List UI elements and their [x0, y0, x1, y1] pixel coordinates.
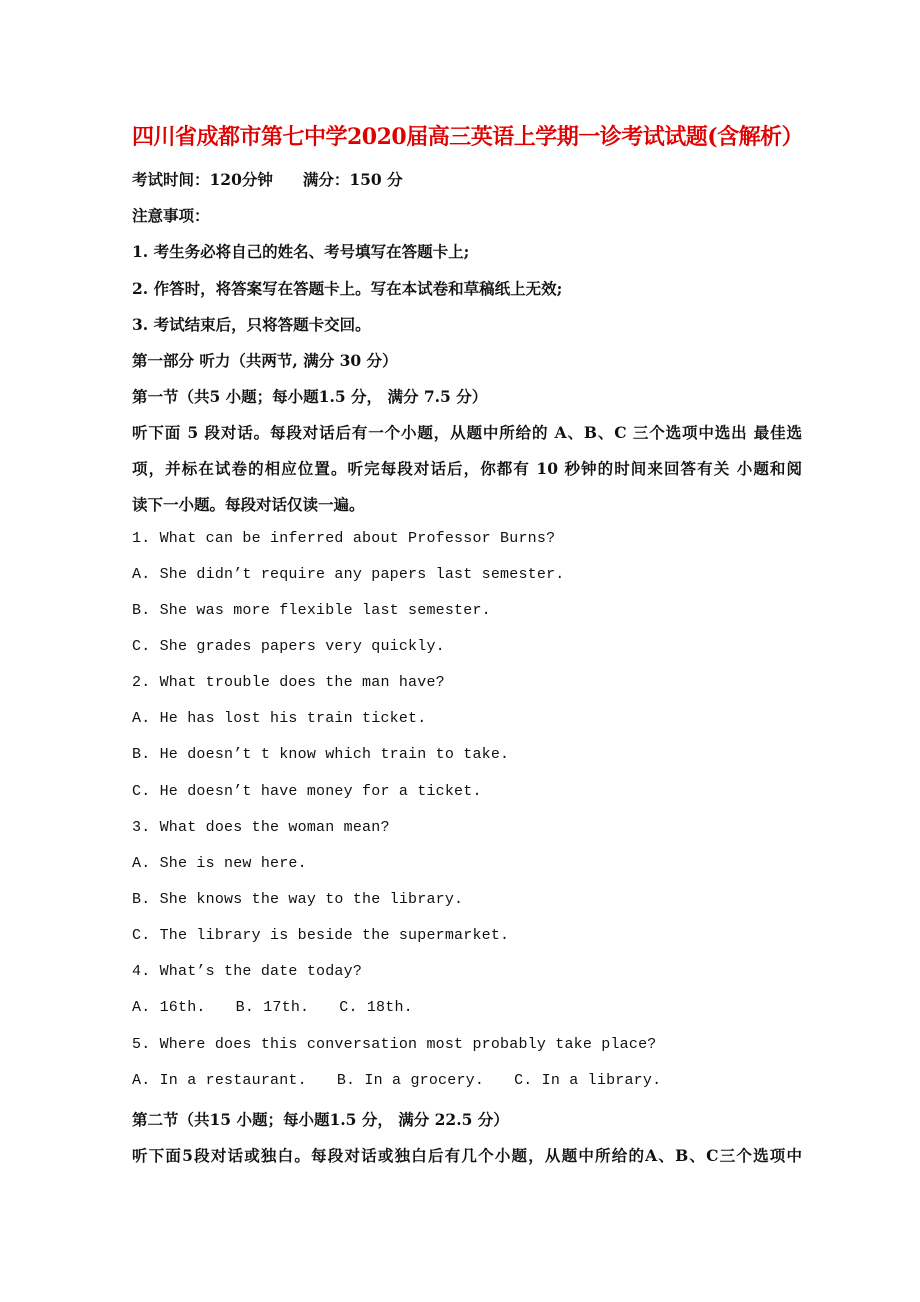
exam-time: 考试时间：120分钟 [132, 170, 273, 189]
question-option: C. He doesn’t have money for a ticket. [132, 783, 482, 800]
question-option: B. In a grocery. [336, 1072, 485, 1089]
question-option: A. 16th. [132, 999, 206, 1016]
section1-instruction: 听下面 5 段对话。每段对话后有一个小题，从题中所给的 A、B、C 三个选项中选出 最佳选 [132, 423, 802, 442]
exam-score: 满分：150 分 [302, 170, 403, 189]
question-stem: 4. What’s the date today? [132, 963, 363, 980]
question-option: B. 17th. [235, 999, 310, 1016]
question-option: A. He has lost his train ticket. [132, 710, 427, 727]
notice-item: 1. 考生务必将自己的姓名、考号填写在答题卡上; [132, 242, 470, 261]
question-stem: 1. What can be inferred about Professor Burns? [132, 530, 556, 547]
section1-instruction: 读下一小题。每段对话仅读一遍。 [132, 495, 365, 514]
section2-heading: 第二节（共15 小题；每小题1.5 分， 满分 22.5 分） [132, 1110, 509, 1129]
question-options-row [132, 999, 802, 1016]
question-option: A. In a restaurant. [132, 1072, 307, 1089]
page-title: 四川省成都市第七中学2020届高三英语上学期一诊考试试题(含解析） [132, 124, 804, 150]
notice-heading: 注意事项： [132, 206, 210, 225]
question-option: B. She knows the way to the library. [132, 891, 464, 908]
section1-heading: 第一节（共5 小题；每小题1.5 分， 满分 7.5 分） [132, 387, 488, 406]
question-option: C. The library is beside the supermarket. [132, 927, 510, 944]
part1-heading: 第一部分 听力（共两节, 满分 30 分） [132, 351, 398, 370]
question-option: B. She was more flexible last semester. [132, 602, 491, 619]
notice-item: 2. 作答时，将答案写在答题卡上。写在本试卷和草稿纸上无效; [132, 279, 563, 298]
question-stem: 3. What does the woman mean? [132, 819, 390, 836]
question-options-row [132, 1072, 802, 1089]
question-option: B. He doesn’t t know which train to take. [132, 746, 510, 763]
question-option: A. She is new here. [132, 855, 307, 872]
question-option: C. She grades papers very quickly. [132, 638, 445, 655]
notice-item: 3. 考试结束后，只将答题卡交回。 [132, 315, 371, 334]
question-stem: 2. What trouble does the man have? [132, 674, 445, 691]
question-stem: 5. Where does this conversation most probably take place? [132, 1036, 657, 1053]
exam-info [132, 168, 802, 190]
question-option: A. She didn’t require any papers last semester. [132, 566, 565, 583]
question-option: C. 18th. [339, 999, 413, 1016]
section2-instruction: 听下面5段对话或独白。每段对话或独白后有几个小题，从题中所给的A、B、C三个选项中 [132, 1146, 802, 1165]
section1-instruction: 项，并标在试卷的相应位置。听完每段对话后，你都有 10 秒钟的时间来回答有关 小题和阅 [132, 459, 802, 478]
question-option: C. In a library. [514, 1072, 662, 1089]
